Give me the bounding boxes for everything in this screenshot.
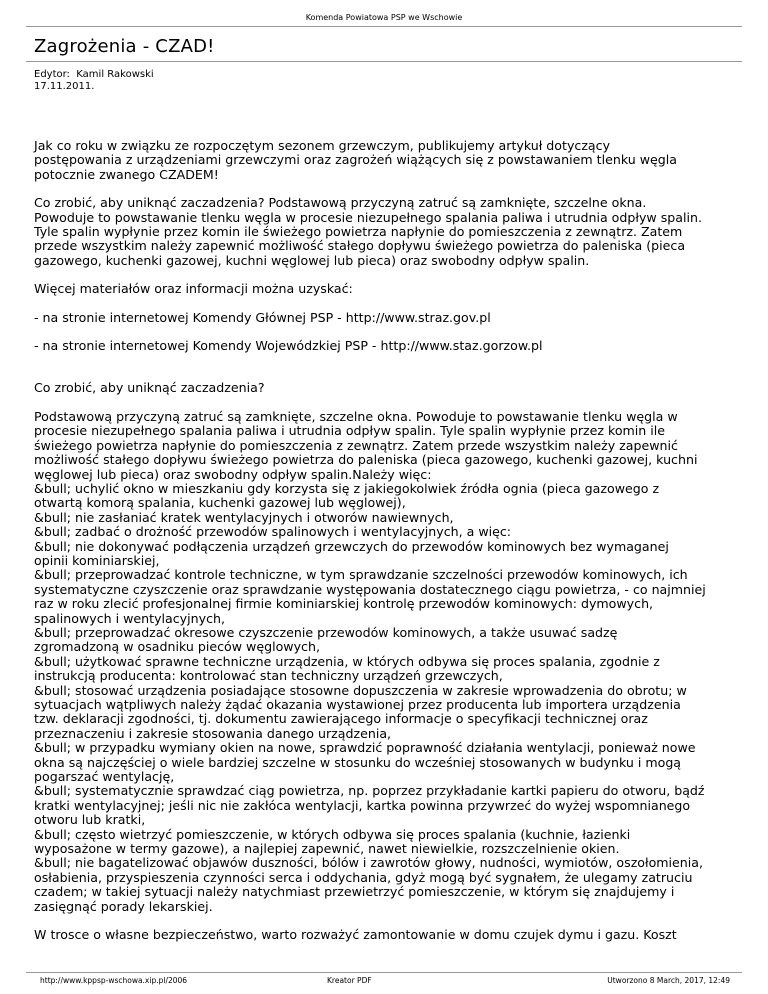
title-divider [26, 61, 742, 62]
editor-name: Kamil Rakowski [76, 69, 154, 80]
more-info-paragraph: Więcej materiałów oraz informacji można uzyskać: [34, 281, 353, 297]
article-body [34, 139, 740, 943]
page-header: Komenda Powiatowa PSP we Wschowie [305, 13, 463, 22]
prevention-paragraph: Co zrobić, aby uniknąć zaczadzenia? Podstawową przyczyną zatruć są zamknięte, szczelne okna. Powoduje to powstawanie tlenku węgla w procesie niezupełnego spalania paliwa i utrudnia odpływ spalin. Tyle spalin wypłynie przez komin ile świeżego powietrza napłynie do pomieszczenia z zewnątrz. Zatem przede wszystkim należy zapewnić możliwość stałego dopływu świeżego powietrza do paleniska (pieca gazowego, kuchenki gazowej, kuchni węglowej lub pieca) oraz swobodny odpływ spalin. [34, 195, 702, 268]
article-meta [34, 69, 154, 93]
footer-url: http://www.kppsp-wschowa.xip.pl/2006 [40, 976, 188, 985]
header-divider [26, 26, 742, 27]
article-title: Zagrożenia - CZAD! [34, 36, 215, 57]
section-question: Co zrobić, aby uniknąć zaczadzenia? [34, 380, 265, 396]
editor-label: Edytor: [34, 69, 70, 80]
kw-psp-link-line: - na stronie internetowej Komendy Wojewódzkiej PSP - http://www.staz.gorzow.pl [34, 338, 543, 354]
guidelines-paragraph: Podstawową przyczyną zatruć są zamknięte, szczelne okna. Powoduje to powstawanie tlenku węgla w procesie niezupełnego spalania paliwa i utrudnia odpływ spalin. Tyle spalin wypłynie przez komin ile świeżego powietrza napłynie do pomieszczenia z zewnątrz. Zatem przede wszystkim należy zapewnić możliwość stałego dopływu świeżego powietrza do paleniska (pieca gazowego, kuchenki gazowej, kuchni węglowej lub pieca) oraz swobodny odpływ spalin.Należy więc: &bull; uchylić okno w mieszkaniu gdy korzysta się z jakiegokolwiek źródła ognia (pieca gazowego z otwartą komorą spalania, kuchenki gazowej lub węglowej), &bull; nie zasłaniać kratek wentylacyjnych i otworów nawiewnych, &bull; zadbać o drożność przewodów spalinowych i wentylacyjnych, a więc: &bull; nie dokonywać podłączenia urządzeń grzewczych do przewodów kominowych bez wymaganej opinii kominiarskiej, &bull; przeprowadzać kontrole techniczne, w tym sprawdzanie szczelności przewodów kominowych, ich systematyczne czyszczenie oraz sprawdzanie występowania dostatecznego ciągu powietrza, - co najmniej raz w roku zlecić profesjonalnej firmie kominiarskiej kontrolę przewodów kominowych: dymowych, spalinowych i wentylacyjnych, &bull; przeprowadzać okresowe czyszczenie przewodów kominowych, a także usuwać sadzę zgromadzoną w osadniku pieców węglowych, &bull; użytkować sprawne techniczne urządzenia, w których odbywa się proces spalania, zgodnie z instrukcją producenta: kontrolować stan techniczny urządzeń grzewczych, &bull; stosować urządzenia posiadające stosowne dopuszczenia w zakresie wprowadzenia do obrotu; w sytuacjach wątpliwych należy żądać okazania wystawionej przez producenta lub importera urządzenia tzw. deklaracji zgodności, tj. dokumentu zawierającego informacje o specyfikacji technicznej oraz przeznaczeniu i zakresie stosowania danego urządzenia, &bull; w przypadku wymiany okien na nowe, sprawdzić poprawność działania wentylacji, ponieważ nowe okna są najczęściej o wiele bardziej szczelne w stosunku do wcześniej stosowanych w budynku i mogą pogarszać wentylację, &bull; systematycznie sprawdzać ciąg powietrza, np. poprzez przykładanie kartki papieru do otworu, bądź kratki wentylacyjnej; jeśli nic nie zakłóca wentylacji, kartka powinna przywrzeć do wyżej wspomnianego otworu lub kratki, &bull; często wietrzyć pomieszczenie, w których odbywa się proces spalania (kuchnie, łazienki wyposażone w termy gazowe), a najlepiej zapewnić, nawet niewielkie, rozszczelnienie okien. &bull; nie bagatelizować objawów duszności, bólów i zawrotów głowy, nudności, wymiotów, oszołomienia, osłabienia, przyspieszenia czynności serca i oddychania, gdyż mogą być sygnałem, że ulegamy zatruciu czadem; w takiej sytuacji należy natychmiast przewietrzyć pomieszczenie, w którym się znajdujemy i zasięgnąć porady lekarskiej. [34, 408, 706, 914]
footer-generator: Kreator PDF [327, 976, 372, 985]
detectors-paragraph: W trosce o własne bezpieczeństwo, warto rozważyć zamontowanie w domu czujek dymu i gazu. Koszt [34, 927, 677, 943]
footer-divider [26, 972, 742, 973]
article-date: 17.11.2011. [34, 81, 95, 92]
page-footer [0, 976, 768, 986]
editor-line [34, 69, 154, 81]
intro-paragraph: Jak co roku w związku ze rozpoczętym sezonem grzewczym, publikujemy artykuł dotyczący postępowania z urządzeniami grzewczymi oraz zagrożeń wiążących się z powstawaniem tlenku węgla potocznie zwanego CZADEM! [34, 138, 677, 182]
footer-created: Utworzono 8 March, 2017, 12:49 [607, 976, 730, 985]
kg-psp-link-line: - na stronie internetowej Komendy Głównej PSP - http://www.straz.gov.pl [34, 309, 491, 325]
